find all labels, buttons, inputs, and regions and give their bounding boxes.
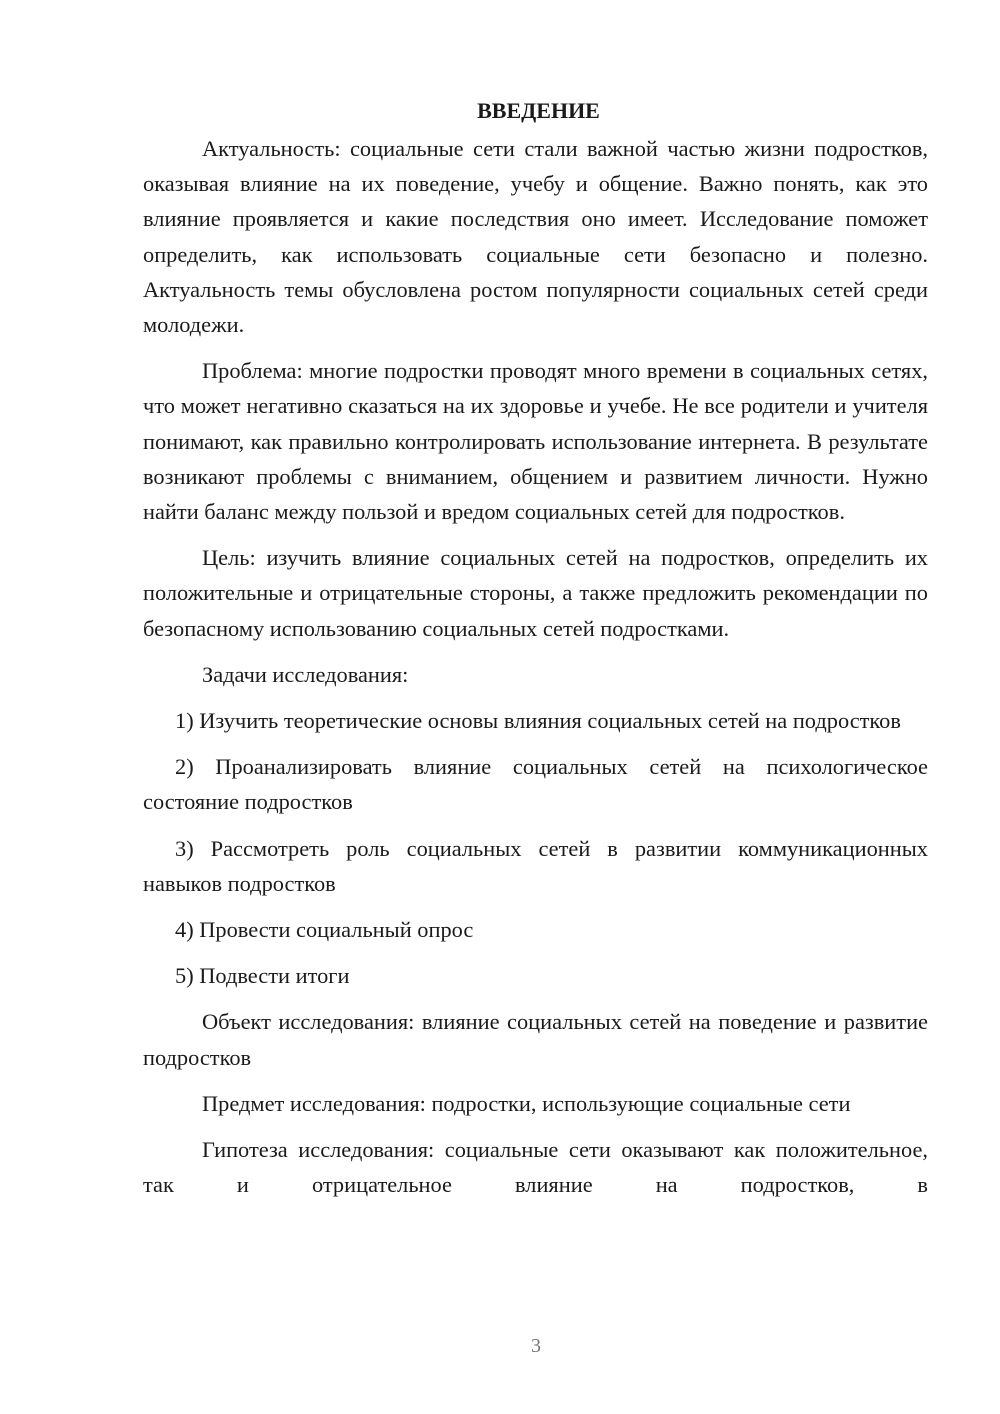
task-item: 4) Провести социальный опрос [175, 917, 474, 943]
research-subject-paragraph: Предмет исследования: подростки, использующие социальные сети [202, 1090, 851, 1116]
document-title: ВВЕДЕНИЕ [477, 98, 600, 123]
relevance-paragraph: Актуальность: социальные сети стали важной частью жизни подростков, оказывая влияние на их поведение, учебу и общение. Важно понять, как это влияние проявляется и какие последствия оно имеет. Исследование поможет определить, как использовать социальные сети безопасно и полезно. Актуальность темы обусловлена ростом популярности социальных сетей среди молодежи. [143, 136, 928, 338]
task-item: 2) Проанализировать влияние социальных сетей на психологическое состояние подростков [143, 754, 928, 815]
problem-paragraph: Проблема: многие подростки проводят много времени в социальных сетях, что может негативно сказаться на их здоровье и учебе. Не все родители и учителя понимают, как правильно контролировать использование интернета. В результате возникают проблемы с вниманием, общением и развитием личности. Нужно найти баланс между пользой и вредом социальных сетей для подростков. [143, 358, 928, 525]
hypothesis-paragraph: Гипотеза исследования: социальные сети оказывают как положительное, так и отрицательное влияние на подростков, в [143, 1137, 928, 1198]
goal-paragraph: Цель: изучить влияние социальных сетей на подростков, определить их положительные и отрицательные стороны, а также предложить рекомендации по безопасному использованию социальных сетей подростками. [143, 545, 928, 641]
tasks-heading: Задачи исследования: [202, 661, 409, 687]
document-page [143, 95, 928, 1213]
task-item: 1) Изучить теоретические основы влияния социальных сетей на подростков [175, 708, 901, 734]
task-item: 3) Рассмотреть роль социальных сетей в развитии коммуникационных навыков подростков [143, 835, 928, 896]
research-object-paragraph: Объект исследования: влияние социальных сетей на поведение и развитие подростков [143, 1009, 928, 1070]
task-item: 5) Подвести итоги [175, 963, 350, 989]
page-number: 3 [531, 1335, 541, 1357]
